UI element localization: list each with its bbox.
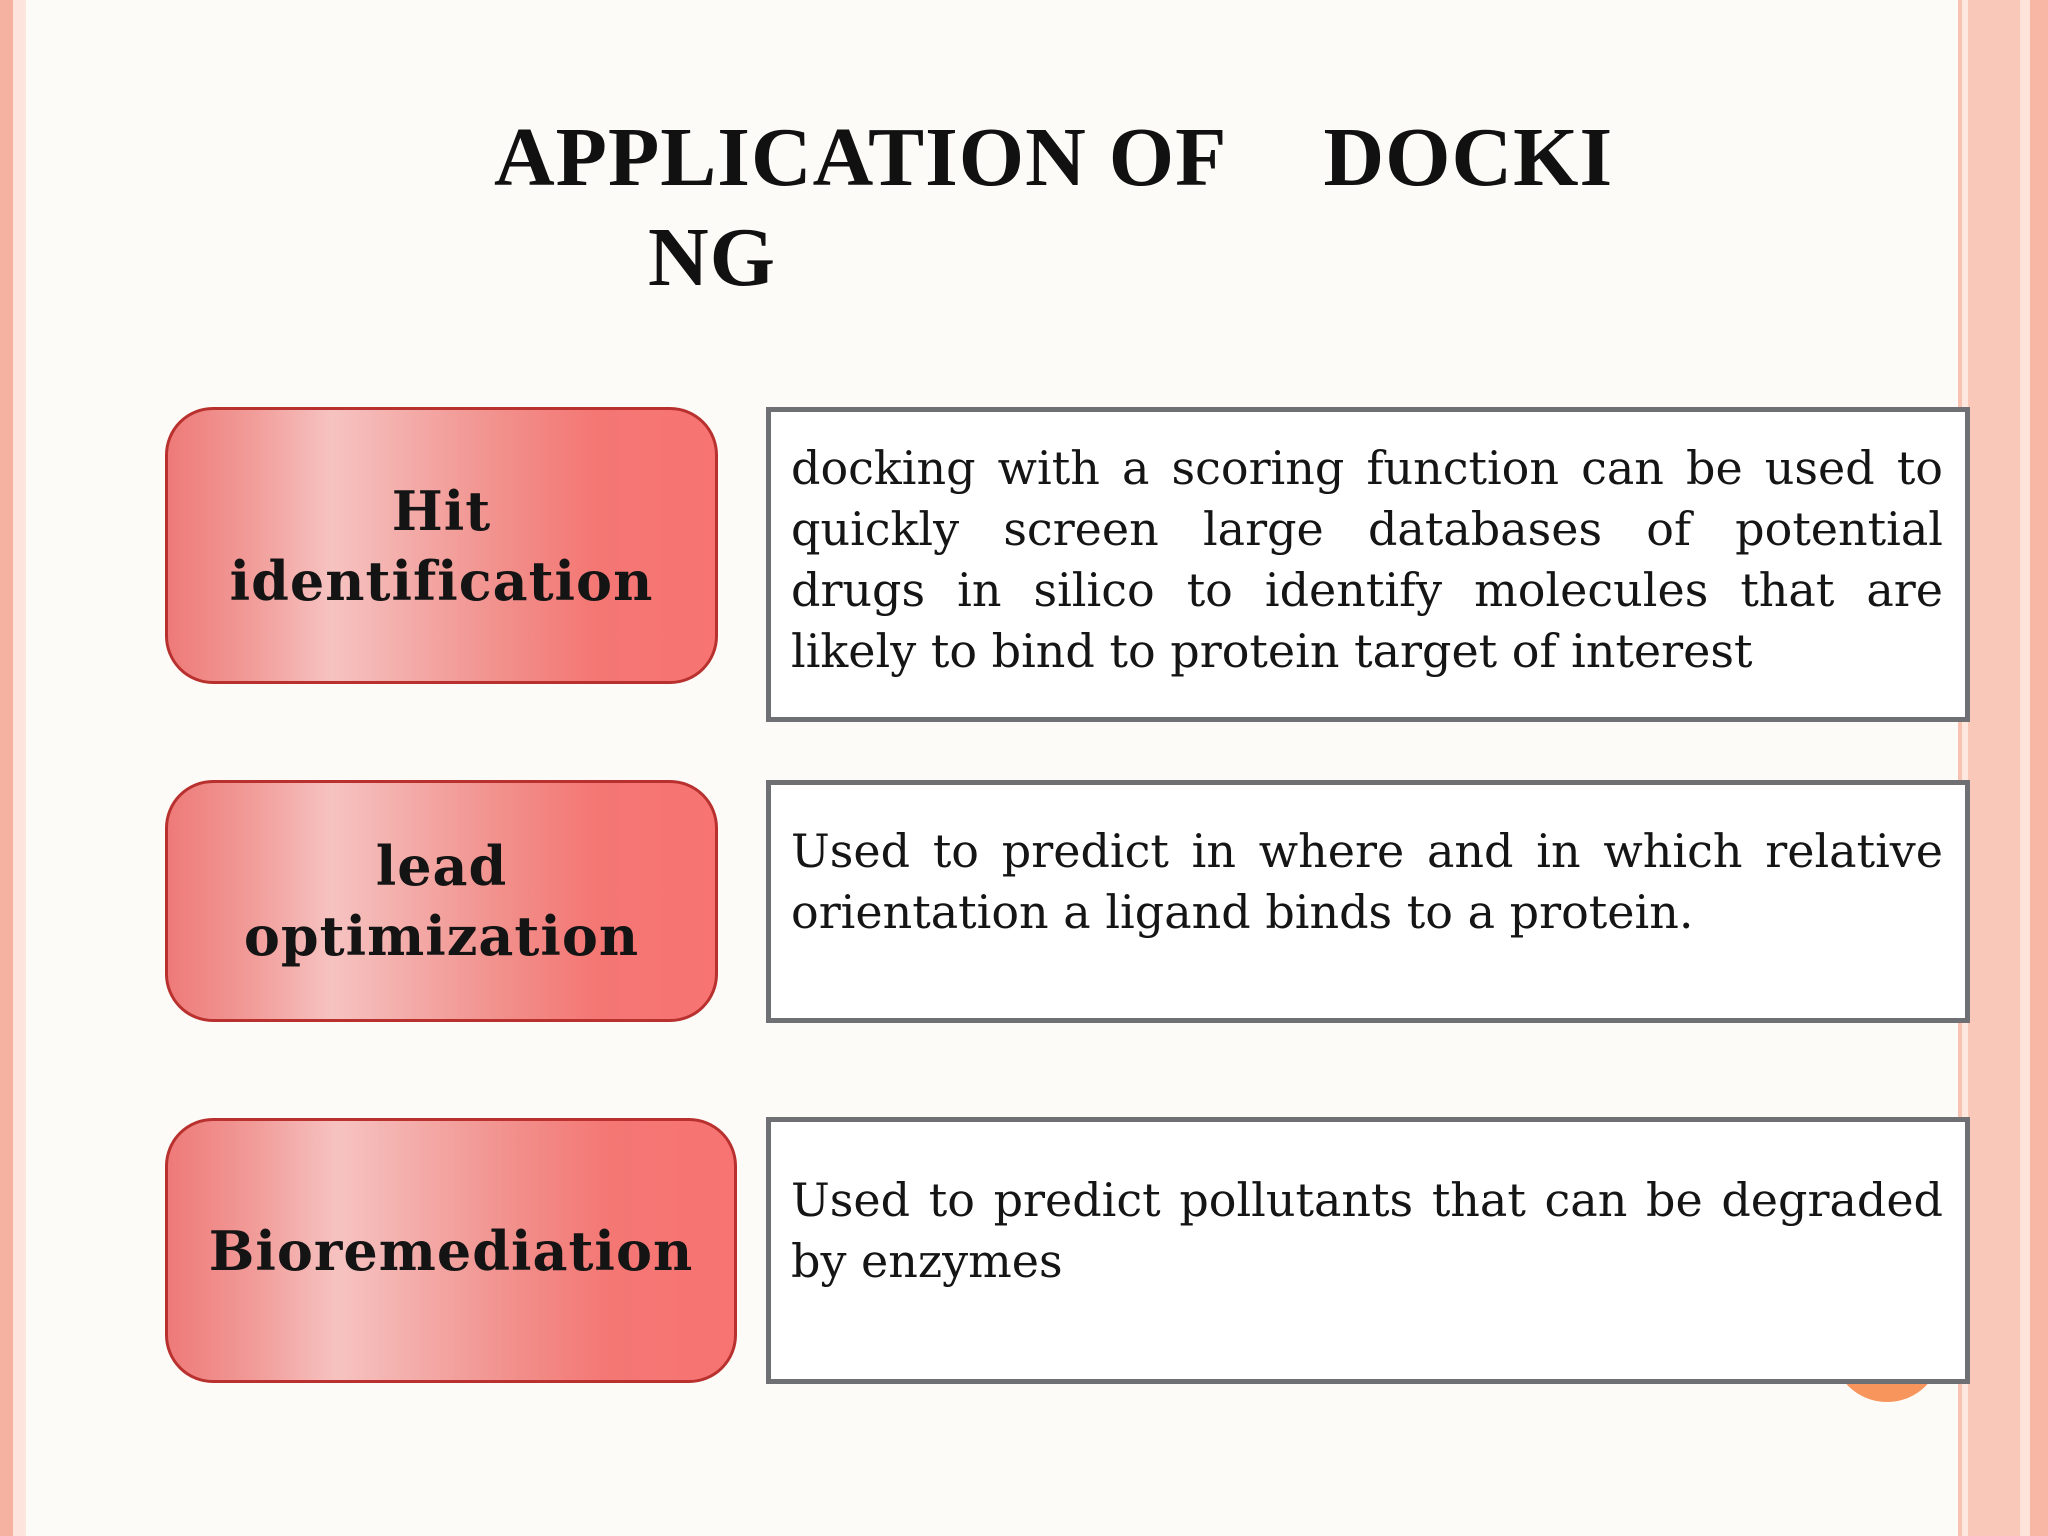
slide-left-border [0,0,26,1536]
bioremediation-description: Used to predict pollutants that can be degraded by enzymes [791,1172,1943,1288]
hit-identification-label-box [165,407,718,684]
bioremediation-label: Bioremediation [208,1218,694,1283]
lead-optimization-label-box [165,780,718,1022]
title-line1-part2: DOCKI [1323,111,1614,204]
hit-identification-label: Hit identification [229,478,654,613]
slide-title [494,108,1794,308]
hit-identification-description-box [766,407,1970,722]
bioremediation-description-box [766,1117,1970,1384]
hit-identification-description: docking with a scoring function can be used to quickly screen large databases of potential drugs in silico to identify molecules that are likely to bind to protein target of interest [791,440,1943,678]
title-line2: NG [648,211,776,304]
lead-optimization-description: Used to predict in where and in which relative orientation a ligand binds to a protein. [791,823,1943,939]
slide-right-border [1958,0,2048,1536]
title-line1-part1: APPLICATION OF [494,111,1228,204]
bioremediation-label-box [165,1118,737,1383]
lead-optimization-label: lead optimization [243,834,640,968]
lead-optimization-description-box [766,780,1970,1023]
